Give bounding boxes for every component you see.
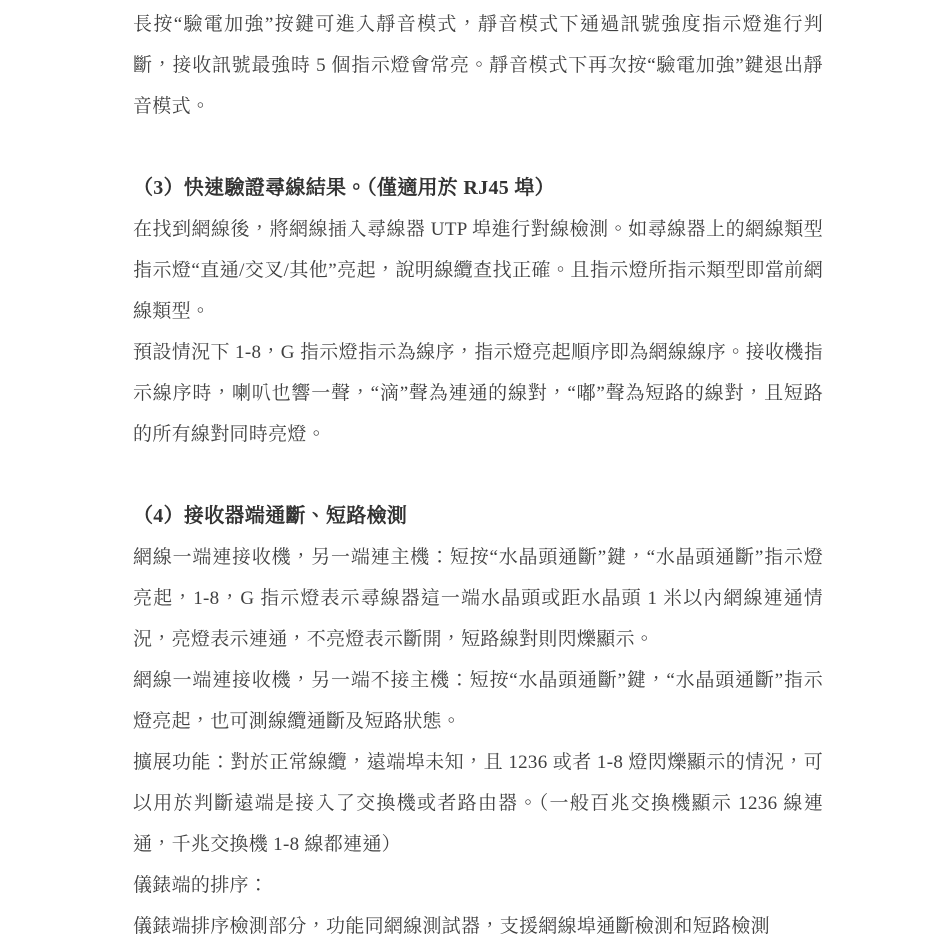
paragraph-utp-port-check: 在找到網線後，將網線插入尋線器 UTP 埠進行對線檢測。如尋線器上的網線類型指示燈“直通/交叉/其他”亮起，說明線纜查找正確。且指示燈所指示類型即當前網線類型。 <box>133 219 823 322</box>
heading-section-3-quick-verify: （3）快速驗證尋線結果。（僅適用於 RJ45 埠） <box>133 177 555 199</box>
paragraph-meter-end-sequence-detail: 儀錶端排序檢測部分，功能同網線測試器，支援網線埠通斷檢測和短路檢測 <box>133 916 770 937</box>
paragraph-default-wire-sequence: 預設情況下 1-8，G 指示燈指示為線序，指示燈亮起順序即為網線線序。接收機指示線序時，喇叭也響一聲，“滴”聲為連通的線對，“嘟”聲為短路的線對，且短路的所有線對同時亮燈。 <box>133 342 823 445</box>
paragraph-extended-function: 擴展功能：對於正常線纜，遠端埠未知，且 1236 或者 1-8 燈閃爍顯示的情況，可以用於判斷遠端是接入了交換機或者路由器。（一般百兆交換機顯示 1236 線連通，千兆交換機 1-8 線都連通） <box>133 752 823 855</box>
paragraph-meter-end-sequence-label: 儀錶端的排序： <box>133 875 269 896</box>
paragraph-not-connected-to-host: 網線一端連接收機，另一端不接主機：短按“水晶頭通斷”鍵，“水晶頭通斷”指示燈亮起，也可測線纜通斷及短路狀態。 <box>133 670 823 732</box>
heading-section-4-receiver-continuity: （4）接收器端通斷、短路檢測 <box>133 505 408 527</box>
paragraph-silent-mode: 長按“驗電加強”按鍵可進入靜音模式，靜音模式下通過訊號強度指示燈進行判斷，接收訊號最強時 5 個指示燈會常亮。靜音模式下再次按“驗電加強”鍵退出靜音模式。 <box>133 14 823 117</box>
paragraph-connected-to-host: 網線一端連接收機，另一端連主機：短按“水晶頭通斷”鍵，“水晶頭通斷”指示燈亮起，1-8，G 指示燈表示尋線器這一端水晶頭或距水晶頭 1 米以內網線連通情況，亮燈表示連通，不亮燈表示斷開，短路線對則閃爍顯示。 <box>133 547 823 650</box>
